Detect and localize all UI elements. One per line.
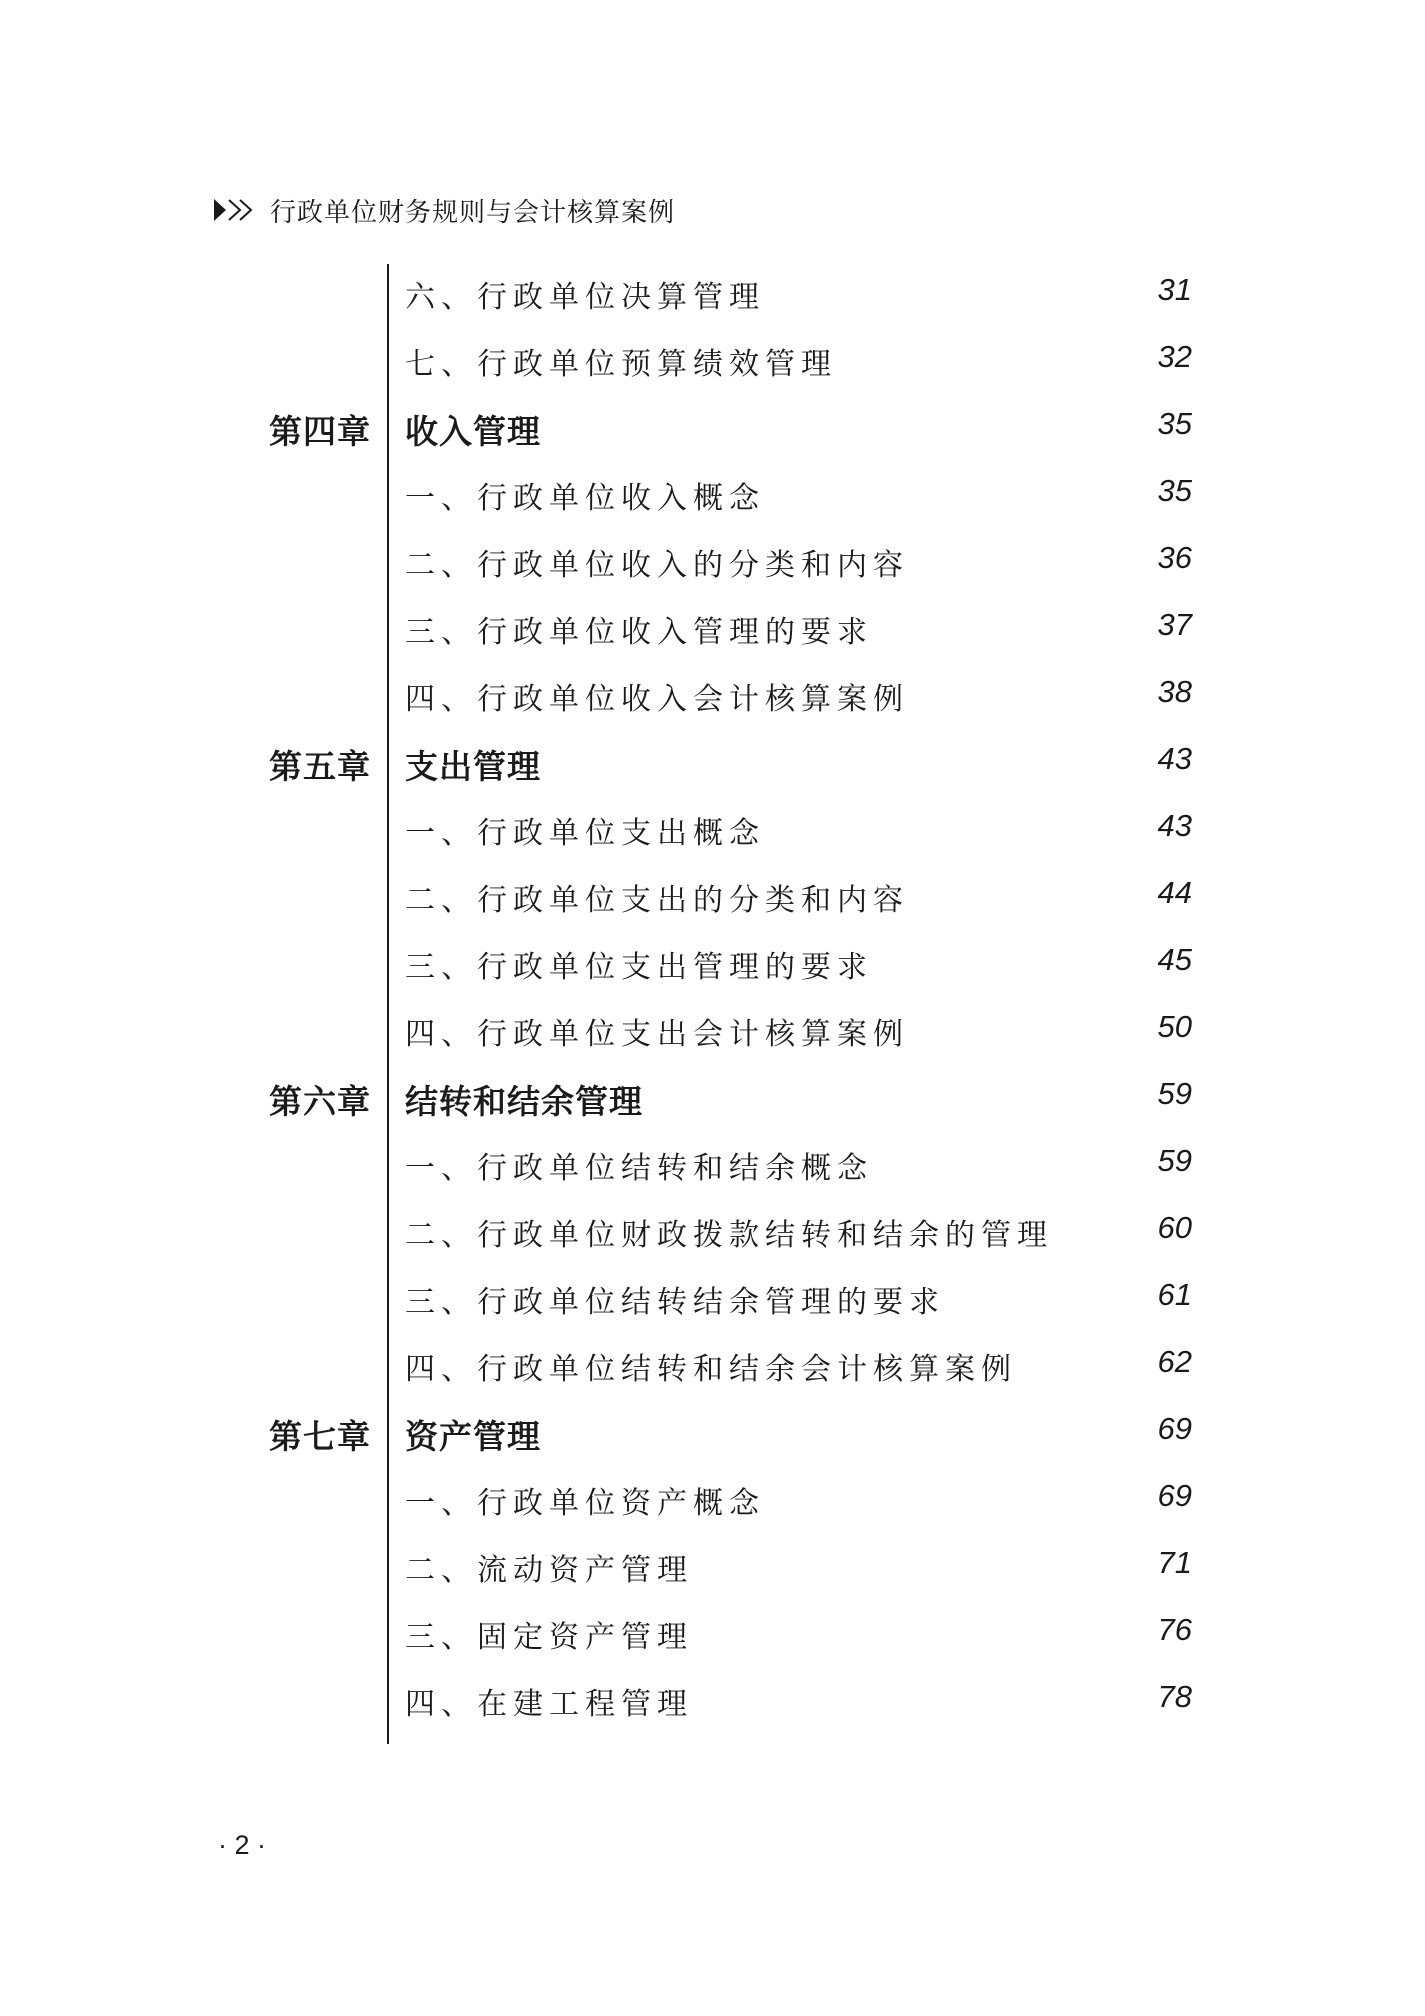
entry-title: 二、行政单位财政拨款结转和结余的管理: [405, 1218, 1053, 1253]
toc-entry[interactable]: [0, 264, 1425, 331]
toc-entry[interactable]: [0, 331, 1425, 398]
entry-page-number: 45: [1157, 942, 1192, 977]
toc-chapter-entry[interactable]: [0, 1403, 1425, 1470]
entry-page-number: 69: [1157, 1411, 1192, 1446]
chapter-title: 收入管理: [405, 412, 541, 451]
double-chevron-right-icon: [212, 197, 258, 223]
entry-page-number: 31: [1157, 272, 1192, 307]
chapter-title: 支出管理: [405, 747, 541, 786]
toc-chapter-entry[interactable]: [0, 1068, 1425, 1135]
header-title: 行政单位财务规则与会计核算案例: [270, 197, 676, 228]
toc-entry[interactable]: [0, 1470, 1425, 1537]
entry-title: 六、行政单位决算管理: [405, 280, 765, 315]
entry-title: 四、在建工程管理: [405, 1687, 693, 1722]
toc-entry[interactable]: [0, 934, 1425, 1001]
toc-entry[interactable]: [0, 1135, 1425, 1202]
entry-page-number: 62: [1157, 1344, 1192, 1379]
entry-page-number: 60: [1157, 1210, 1192, 1245]
toc-entry[interactable]: [0, 666, 1425, 733]
chapter-label: 第七章: [269, 1417, 371, 1456]
entry-page-number: 38: [1157, 674, 1192, 709]
entry-page-number: 71: [1157, 1545, 1192, 1580]
entry-title: 四、行政单位收入会计核算案例: [405, 682, 909, 717]
toc-entry[interactable]: [0, 800, 1425, 867]
entry-title: 四、行政单位结转和结余会计核算案例: [405, 1352, 1017, 1387]
entry-page-number: 43: [1157, 741, 1192, 776]
entry-page-number: 50: [1157, 1009, 1192, 1044]
chapter-label: 第五章: [269, 747, 371, 786]
entry-page-number: 35: [1157, 473, 1192, 508]
entry-title: 三、固定资产管理: [405, 1620, 693, 1655]
chapter-label: 第六章: [269, 1082, 371, 1121]
entry-page-number: 59: [1157, 1143, 1192, 1178]
chapter-label: 第四章: [269, 412, 371, 451]
entry-title: 一、行政单位收入概念: [405, 481, 765, 516]
toc-entry[interactable]: [0, 1001, 1425, 1068]
entry-page-number: 37: [1157, 607, 1192, 642]
entry-title: 二、流动资产管理: [405, 1553, 693, 1588]
toc-entry[interactable]: [0, 532, 1425, 599]
toc-entry[interactable]: [0, 599, 1425, 666]
toc-entry[interactable]: [0, 1202, 1425, 1269]
entry-page-number: 35: [1157, 406, 1192, 441]
entry-title: 三、行政单位结转结余管理的要求: [405, 1285, 945, 1320]
toc-entry[interactable]: [0, 1671, 1425, 1738]
toc-chapter-entry[interactable]: [0, 398, 1425, 465]
entry-title: 二、行政单位收入的分类和内容: [405, 548, 909, 583]
entry-page-number: 69: [1157, 1478, 1192, 1513]
entry-title: 一、行政单位资产概念: [405, 1486, 765, 1521]
entry-title: 七、行政单位预算绩效管理: [405, 347, 837, 382]
entry-title: 一、行政单位支出概念: [405, 816, 765, 851]
toc-entry[interactable]: [0, 867, 1425, 934]
entry-page-number: 76: [1157, 1612, 1192, 1647]
toc-chapter-entry[interactable]: [0, 733, 1425, 800]
entry-page-number: 36: [1157, 540, 1192, 575]
toc-entry[interactable]: [0, 1604, 1425, 1671]
toc-entry[interactable]: [0, 1537, 1425, 1604]
entry-title: 二、行政单位支出的分类和内容: [405, 883, 909, 918]
chapter-title: 资产管理: [405, 1417, 541, 1456]
entry-page-number: 44: [1157, 875, 1192, 910]
footer-page-number: · 2 ·: [218, 1830, 267, 1860]
toc-entry[interactable]: [0, 465, 1425, 532]
running-header: [212, 190, 675, 230]
chapter-title: 结转和结余管理: [405, 1082, 643, 1121]
entry-title: 三、行政单位收入管理的要求: [405, 615, 873, 650]
entry-title: 三、行政单位支出管理的要求: [405, 950, 873, 985]
entry-page-number: 78: [1157, 1679, 1192, 1714]
toc-entry[interactable]: [0, 1269, 1425, 1336]
entry-page-number: 59: [1157, 1076, 1192, 1111]
entry-title: 四、行政单位支出会计核算案例: [405, 1017, 909, 1052]
table-of-contents: [0, 264, 1425, 1738]
entry-page-number: 32: [1157, 339, 1192, 374]
entry-page-number: 43: [1157, 808, 1192, 843]
toc-entry[interactable]: [0, 1336, 1425, 1403]
entry-page-number: 61: [1157, 1277, 1192, 1312]
entry-title: 一、行政单位结转和结余概念: [405, 1151, 873, 1186]
